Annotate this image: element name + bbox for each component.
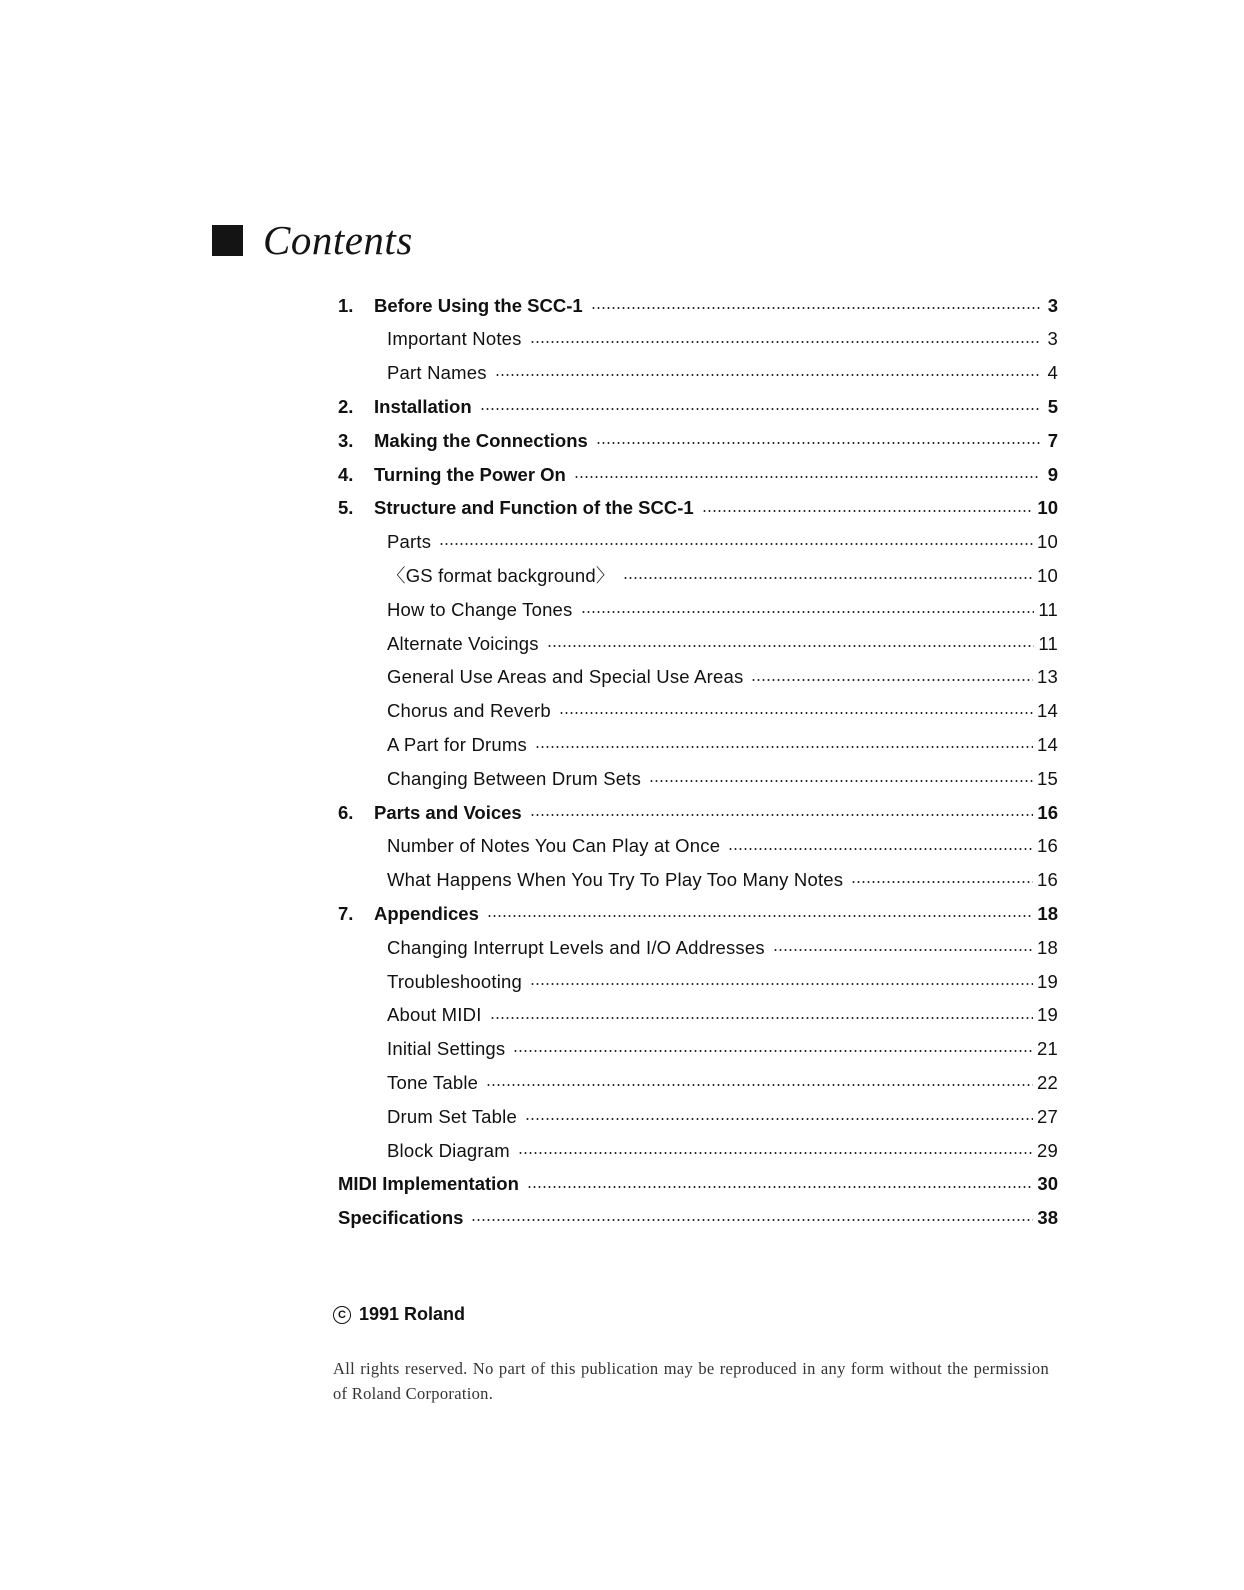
rights-notice: All rights reserved. No part of this publication may be reproduced in any form without the permission of Roland Corporation.: [333, 1359, 1049, 1403]
dot-leader: [751, 679, 1033, 681]
dot-leader: [728, 848, 1033, 850]
toc-entry-number: 6.: [338, 801, 354, 823]
toc-entry-page: 10: [1037, 531, 1058, 553]
toc-entry-label: Alternate Voicings: [387, 632, 539, 654]
toc-entry[interactable]: [338, 1100, 1058, 1134]
toc-entry-label: Parts and Voices: [374, 801, 522, 823]
copyright-icon: C: [333, 1306, 351, 1324]
toc-entry-page: 13: [1037, 666, 1058, 688]
dot-leader: [439, 543, 1033, 545]
toc-entry-label: Tone Table: [387, 1071, 479, 1093]
toc-entry[interactable]: [338, 357, 1058, 391]
toc-entry-page: 18: [1037, 902, 1058, 924]
dot-leader: [530, 341, 1040, 343]
heading-square-bullet-icon: [212, 225, 243, 256]
dot-leader: [487, 915, 1034, 917]
dot-leader: [547, 645, 1035, 647]
toc-entry[interactable]: [338, 1033, 1058, 1067]
toc-entry[interactable]: [338, 458, 1058, 492]
dot-leader: [574, 476, 1040, 478]
toc-entry-page: 18: [1037, 936, 1058, 958]
toc-entry-page: 3: [1047, 294, 1058, 316]
toc-entry[interactable]: [338, 1066, 1058, 1100]
toc-entry-label: Number of Notes You Can Play at Once: [387, 835, 721, 857]
dot-leader: [851, 881, 1033, 883]
toc-entry-page: 16: [1037, 801, 1058, 823]
toc-entry-number: 7.: [338, 902, 354, 924]
toc-entry-page: 5: [1047, 396, 1058, 418]
toc-entry-label: What Happens When You Try To Play Too Many Notes: [387, 869, 844, 891]
dot-leader: [530, 814, 1034, 816]
toc-entry-label: Before Using the SCC-1: [374, 294, 583, 316]
toc-entry-label: A Part for Drums: [387, 734, 527, 755]
toc-entry-label: MIDI Implementation: [338, 1173, 519, 1195]
toc-entry[interactable]: [338, 897, 1058, 931]
toc-entry-label: Initial Settings: [387, 1038, 506, 1060]
toc-entry-page: 14: [1037, 700, 1058, 722]
toc-entry-page: 21: [1037, 1038, 1058, 1060]
toc-entry-label: Appendices: [374, 902, 479, 924]
toc-entry-page: 7: [1047, 429, 1058, 451]
dot-leader: [535, 746, 1033, 748]
toc-entry-number: 1.: [338, 294, 354, 316]
copyright-text: 1991 Roland: [359, 1304, 466, 1324]
dot-leader: [581, 611, 1035, 613]
toc-entry[interactable]: [338, 864, 1058, 898]
toc-entry[interactable]: [338, 627, 1058, 661]
toc-entry-number: 2.: [338, 396, 354, 418]
dot-leader: [773, 949, 1033, 951]
toc-entry[interactable]: [338, 931, 1058, 965]
toc-entry-label: Important Notes: [387, 328, 522, 350]
toc-entry[interactable]: [338, 526, 1058, 560]
dot-leader: [559, 712, 1033, 714]
toc-entry[interactable]: [338, 965, 1058, 999]
toc-entry-label: About MIDI: [387, 1004, 482, 1026]
toc-entry-label: Block Diagram: [387, 1139, 510, 1161]
toc-entry-page: 19: [1037, 970, 1058, 992]
toc-entry-page: 11: [1038, 598, 1058, 620]
copyright-line: [333, 1304, 465, 1325]
toc-entry[interactable]: [338, 492, 1058, 526]
toc-entry[interactable]: [338, 796, 1058, 830]
dot-leader: [480, 408, 1040, 410]
toc-entry[interactable]: [338, 1134, 1058, 1168]
toc-entry[interactable]: [338, 289, 1058, 323]
toc-entry-page: 11: [1038, 632, 1058, 654]
toc-entry-label: Installation: [374, 396, 472, 418]
dot-leader: [525, 1118, 1033, 1120]
toc-entry[interactable]: [338, 830, 1058, 864]
table-of-contents: [338, 289, 1058, 1235]
dot-leader: [702, 510, 1034, 512]
toc-entry-label: Changing Interrupt Levels and I/O Addresses: [387, 936, 765, 958]
dot-leader: [518, 1152, 1033, 1154]
toc-entry-page: 10: [1037, 497, 1058, 519]
toc-entry[interactable]: [338, 661, 1058, 695]
toc-entry[interactable]: [338, 762, 1058, 796]
toc-entry[interactable]: [338, 559, 1058, 593]
toc-entry-number: 5.: [338, 497, 354, 519]
toc-entry[interactable]: [338, 593, 1058, 627]
toc-entry[interactable]: [338, 1168, 1058, 1202]
dot-leader: [513, 1050, 1033, 1052]
toc-entry-label: Troubleshooting: [387, 970, 522, 992]
dot-leader: [591, 307, 1040, 309]
toc-entry-page: 15: [1037, 767, 1058, 789]
toc-entry-label: Specifications: [338, 1207, 464, 1229]
toc-entry-label: Turning the Power On: [374, 463, 566, 485]
toc-entry-label: Part Names: [387, 362, 487, 384]
toc-entry-page: 16: [1037, 835, 1058, 857]
toc-entry-page: 19: [1037, 1004, 1058, 1026]
toc-entry-label: General Use Areas and Special Use Areas: [387, 666, 744, 688]
toc-entry-page: 29: [1037, 1139, 1058, 1161]
toc-entry[interactable]: [338, 728, 1058, 762]
toc-entry[interactable]: [338, 424, 1058, 458]
dot-leader: [649, 780, 1033, 782]
contents-heading: [212, 216, 413, 264]
toc-entry-label: Changing Between Drum Sets: [387, 767, 642, 789]
toc-entry[interactable]: [338, 999, 1058, 1033]
toc-entry-number: 3.: [338, 429, 354, 451]
toc-entry[interactable]: [338, 1202, 1058, 1236]
toc-entry-label: Parts: [387, 531, 432, 553]
dot-leader: [486, 1084, 1033, 1086]
toc-entry-label: Making the Connections: [374, 429, 588, 451]
dot-leader: [490, 1017, 1033, 1019]
toc-entry-page: 16: [1037, 869, 1058, 891]
dot-leader: [623, 577, 1033, 579]
dot-leader: [527, 1186, 1034, 1188]
toc-entry-page: 14: [1037, 734, 1058, 755]
toc-entry-page: 3: [1047, 328, 1058, 350]
dot-leader: [471, 1219, 1033, 1221]
toc-entry-page: 4: [1047, 362, 1058, 384]
toc-entry-label: How to Change Tones: [387, 598, 573, 620]
toc-entry-number: 4.: [338, 463, 354, 485]
toc-entry-page: 30: [1037, 1173, 1058, 1195]
toc-entry[interactable]: [338, 695, 1058, 729]
dot-leader: [530, 983, 1033, 985]
dot-leader: [596, 442, 1040, 444]
toc-entry-label: Structure and Function of the SCC-1: [374, 497, 694, 519]
toc-entry[interactable]: [338, 323, 1058, 357]
toc-entry-page: 10: [1037, 565, 1058, 587]
toc-entry-page: 9: [1047, 463, 1058, 485]
dot-leader: [495, 374, 1040, 376]
page-title: Contents: [263, 217, 413, 263]
toc-entry-page: 27: [1037, 1105, 1058, 1127]
toc-entry-label: 〈GS format background〉: [387, 565, 615, 587]
toc-entry-page: 38: [1037, 1207, 1058, 1229]
toc-entry-label: Chorus and Reverb: [387, 700, 551, 722]
toc-entry-label: Drum Set Table: [387, 1105, 517, 1127]
toc-entry-page: 22: [1037, 1071, 1058, 1093]
toc-entry[interactable]: [338, 390, 1058, 424]
